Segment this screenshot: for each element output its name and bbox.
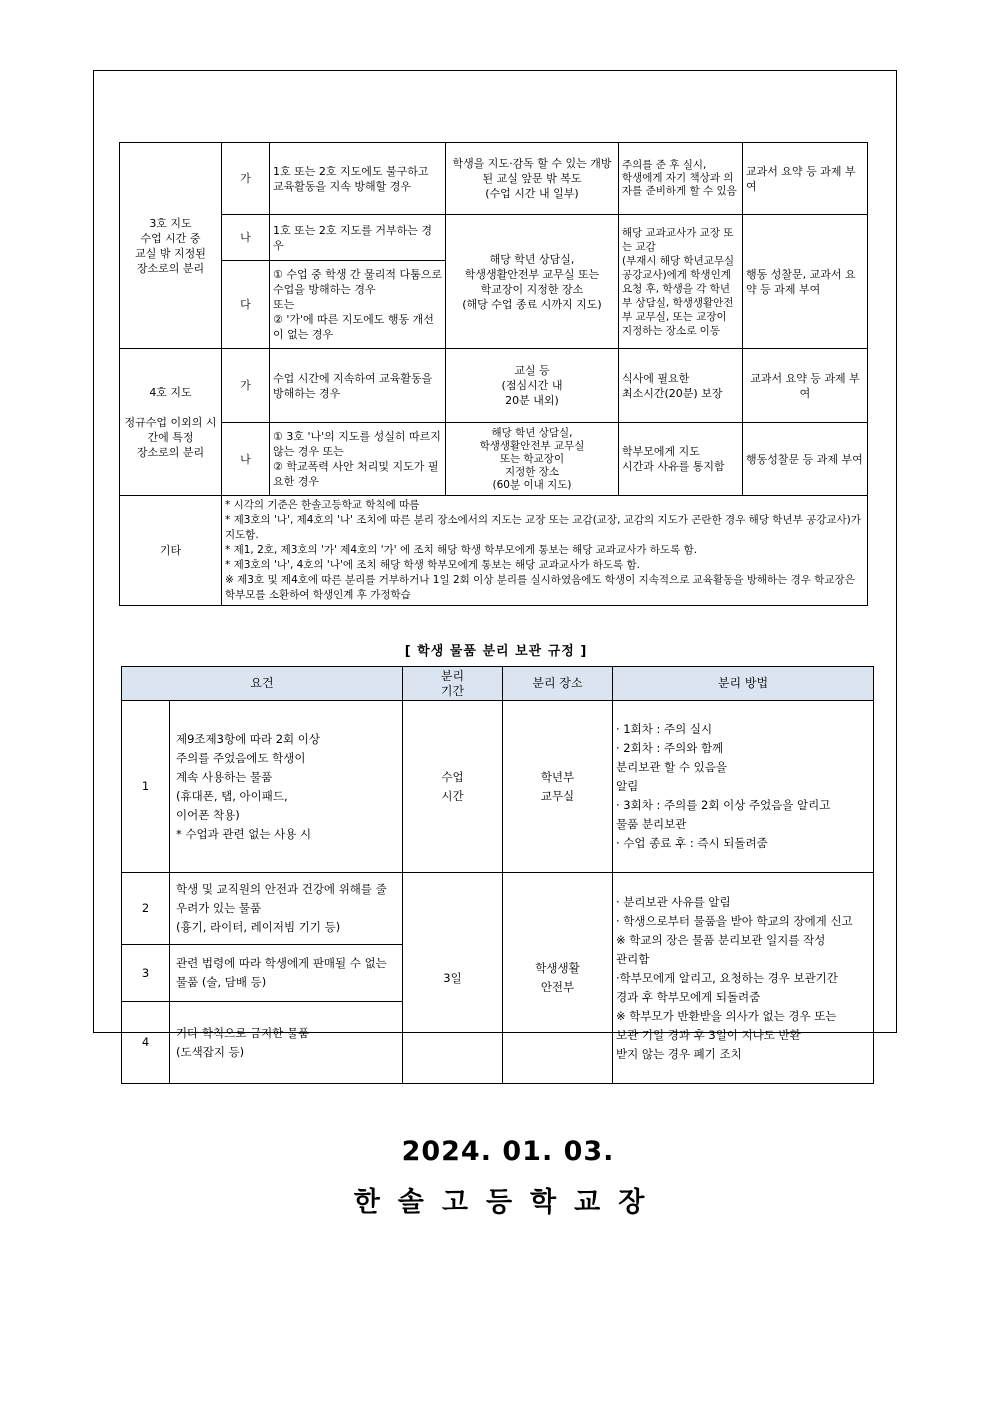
table-row [120,423,868,496]
method-cell: 식사에 필요한 최소시간(20분) 보장 [619,349,743,423]
place-cell: 학년부 교무실 [503,701,613,873]
period-cell: 3일 [403,873,503,1084]
table-row [122,701,874,873]
etc-note: * 제3호의 '나', 4호의 '나'에 조치 해당 학생 학부모에게 통보는 해당 교과교사가 하도록 함. [225,559,640,571]
etc-notes-cell [222,496,868,606]
task-cell: 교과서 요약 등 과제 부여 [743,143,868,215]
category-cell: 4호 지도 정규수업 이외의 시간에 특정 장소로의 분리 [120,349,222,496]
condition-cell: 1호 또는 2호 지도에도 불구하고 교육활동을 지속 방해할 경우 [270,143,446,215]
method-cell: · 1회차 : 주의 실시 · 2회차 : 주의와 함께 분리보관 할 수 있음을 알림 · 3회차 : 주의를 2회 이상 주었음을 알리고 물품 분리보관 · 수업 종료 후 : 즉시 되돌려줌 [613,701,874,873]
task-cell: 행동성찰문 등 과제 부여 [743,423,868,496]
item-storage-table [121,666,874,1084]
header-place: 분리 장소 [503,667,613,701]
table-row [120,496,868,606]
separation-guidance-table [119,142,868,606]
method-cell: · 분리보관 사유를 알림 · 학생으로부터 물품을 받아 학교의 장에게 신고 ※ 학교의 장은 물품 분리보관 일지를 작성 관리함 ·학부모에게 알리고, 요청하는 경우 보관기간 경과 후 학부모에게 되돌려줌 ※ 학부모가 반환받을 의사가 없는 경우 또는 보관 기일 경과 후 3일이 지나도 반환 받지 않는 경우 폐기 조치 [613,873,874,1084]
sub-cell: 가 [222,143,270,215]
condition-cell: 수업 시간에 지속하여 교육활동을 방해하는 경우 [270,349,446,423]
etc-note: ※ 제3호 및 제4호에 따른 분리를 거부하거나 1일 2회 이상 분리를 실시하였음에도 학생이 지속적으로 교육활동을 방해하는 경우 학교장은 학부모를 소환하여 학생인계 후 가정학습 [225,574,855,601]
table-row [122,873,874,945]
table-row [120,349,868,423]
period-cell: 수업 시간 [403,701,503,873]
requirement-cell: 학생 및 교직원의 안전과 건강에 위해를 줄 우려가 있는 물품 (흉기, 라이터, 레이저빔 기기 등) [170,873,403,945]
header-requirement: 요건 [122,667,403,701]
table-row [120,215,868,261]
sub-cell: 가 [222,349,270,423]
etc-note: * 제3호의 '나', 제4호의 '나' 조치에 따른 분리 장소에서의 지도는 교장 또는 교감(교장, 교감의 지도가 곤란한 경우 해당 학년부 공강교사)가 지도함. [225,514,861,541]
row-number: 3 [122,945,170,1002]
requirement-cell: 관련 법령에 따라 학생에게 판매될 수 없는 물품 (술, 담배 등) [170,945,403,1002]
place-cell: 해당 학년 상담실, 학생생활안전부 교무실 또는 학교장이 지정한 장소 (해당 수업 종료 시까지 지도) [446,215,619,349]
place-cell: 학생을 지도·감독 할 수 있는 개방된 교실 앞문 밖 복도 (수업 시간 내 일부) [446,143,619,215]
row-number: 4 [122,1002,170,1084]
method-cell: 주의를 준 후 실시, 학생에게 자기 책상과 의자를 준비하게 할 수 있음 [619,143,743,215]
etc-note: * 제1, 2호, 제3호의 '가' 제4호의 '가' 에 조치 해당 학생 학부모에게 통보는 해당 교과교사가 하도록 함. [225,544,698,556]
task-cell: 행동 성찰문, 교과서 요약 등 과제 부여 [743,215,868,349]
sub-cell: 나 [222,215,270,261]
task-cell: 교과서 요약 등 과제 부여 [743,349,868,423]
condition-cell: 1호 또는 2호 지도를 거부하는 경우 [270,215,446,261]
method-cell: 해당 교과교사가 교장 또는 교감 (부재시 해당 학년교무실 공강교사)에게 학생인계 요청 후, 학생을 각 학년부 상담실, 학생생활안전부 교무실, 또는 교장이 지정하는 장소로 이동 [619,215,743,349]
row-number: 1 [122,701,170,873]
category-cell: 3호 지도 수업 시간 중 교실 밖 지정된 장소로의 분리 [120,143,222,349]
etc-note: * 시각의 기준은 한솔고등학교 학칙에 따름 [225,499,420,511]
header-method: 분리 방법 [613,667,874,701]
school-principal-signature: 한솔고등학교장 [353,1187,663,1218]
place-cell: 교실 등 (점심시간 내 20분 내외) [446,349,619,423]
condition-cell: ① 수업 중 학생 간 물리적 다툼으로 수업을 방해하는 경우 또는 ② '가'에 따른 지도에도 행동 개선이 없는 경우 [270,261,446,349]
place-cell: 학생생활 안전부 [503,873,613,1084]
place-cell: 해당 학년 상담실, 학생생활안전부 교무실 또는 학교장이 지정한 장소 (60분 이내 지도) [446,423,619,496]
method-cell: 학부모에게 지도 시간과 사유를 통지함 [619,423,743,496]
table-header-row [122,667,874,701]
header-period: 분리 기간 [403,667,503,701]
sub-cell: 다 [222,261,270,349]
condition-cell: ① 3호 '나'의 지도를 성실히 따르지 않는 경우 또는 ② 학교폭력 사안 처리및 지도가 필요한 경우 [270,423,446,496]
requirement-cell: 제9조제3항에 따라 2회 이상 주의를 주었음에도 학생이 계속 사용하는 물품 (휴대폰, 탭, 아이패드, 이어폰 착용) * 수업과 관련 없는 사용 시 [170,701,403,873]
document-date: 2024. 01. 03. [401,1136,615,1167]
requirement-cell: 기타 학칙으로 금지한 물품 (도색잡지 등) [170,1002,403,1084]
sub-cell: 나 [222,423,270,496]
table-row [120,143,868,215]
section-title: [ 학생 물품 분리 보관 규정 ] [404,644,588,659]
etc-label-cell: 기타 [120,496,222,606]
row-number: 2 [122,873,170,945]
